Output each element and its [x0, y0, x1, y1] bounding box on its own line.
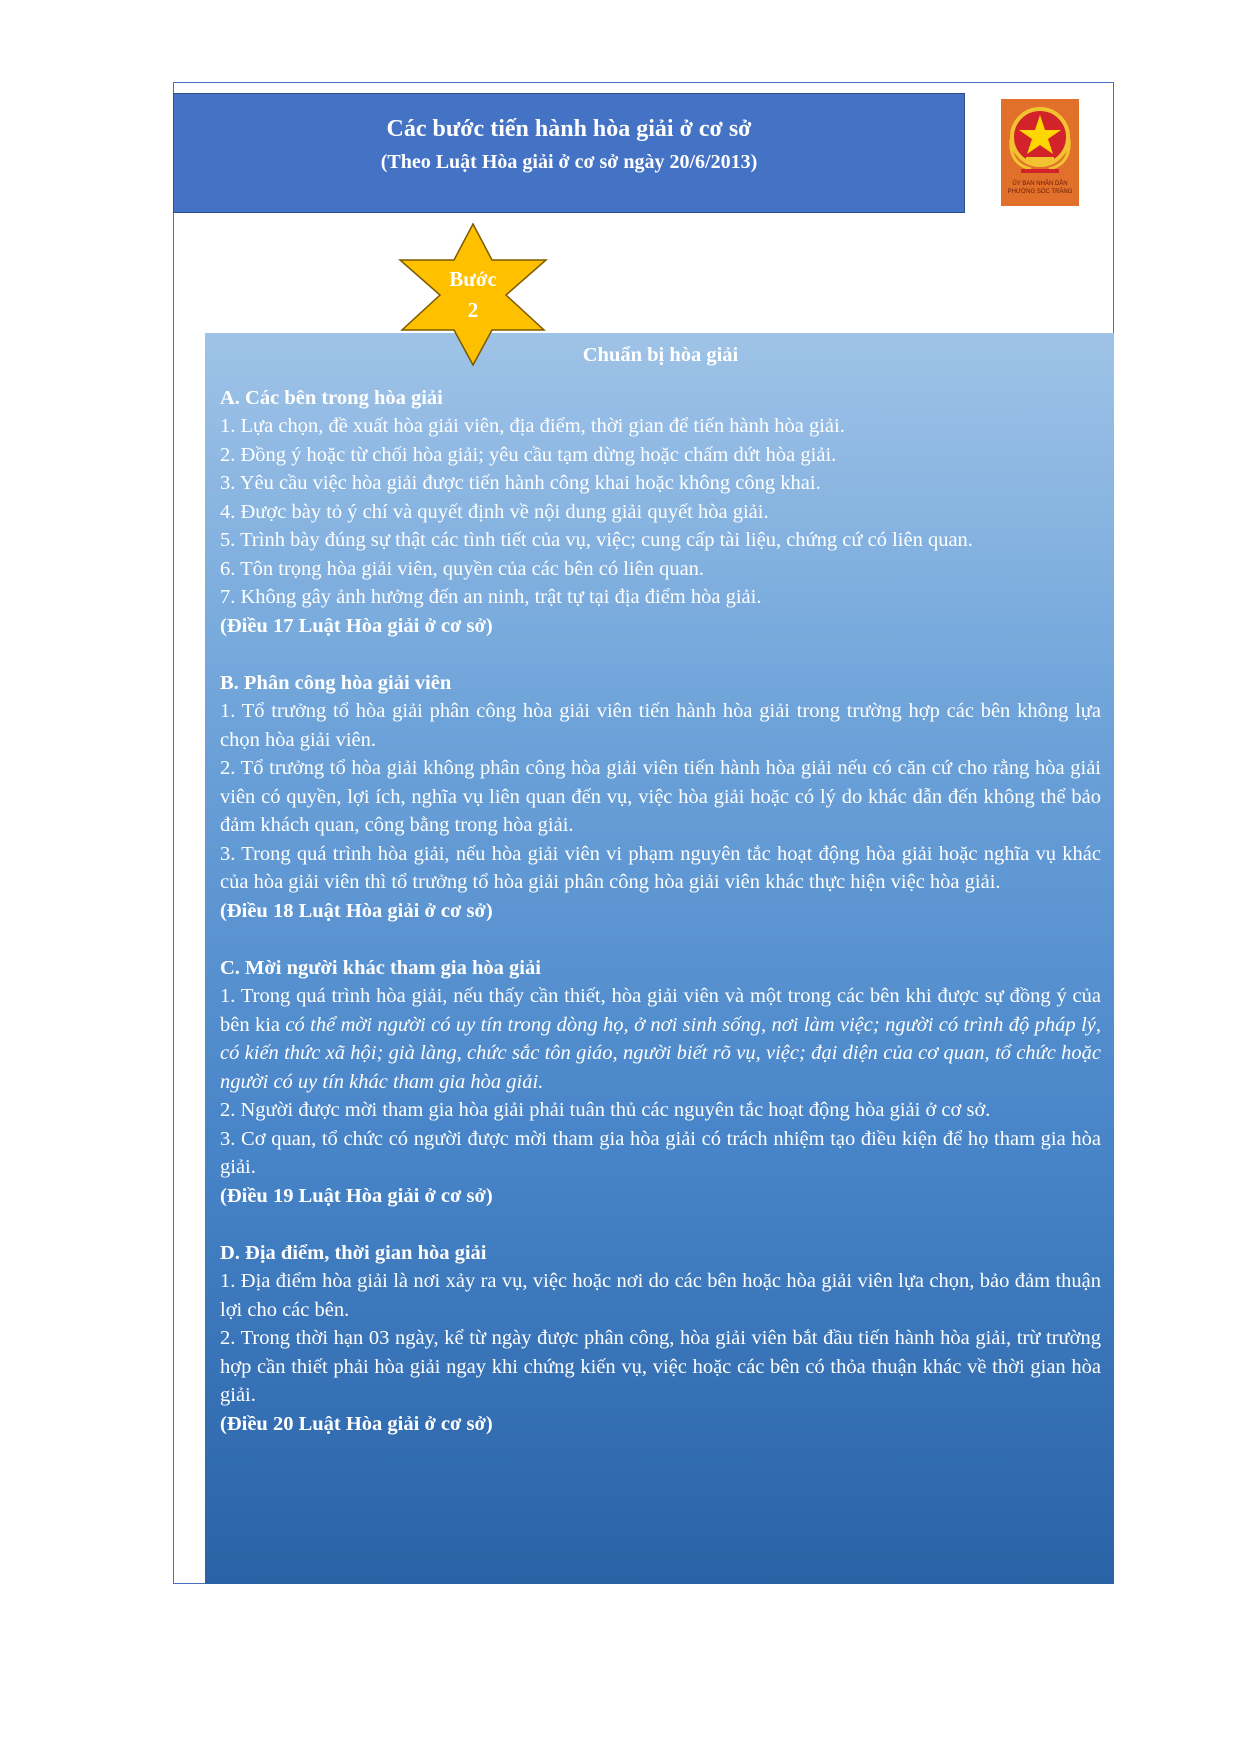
section-a-reference: (Điều 17 Luật Hòa giải ở cơ sở) — [220, 614, 493, 637]
section-a-item: 7. Không gây ảnh hưởng đến an ninh, trật tự tại địa điểm hòa giải. — [220, 586, 762, 608]
section-a-item: 5. Trình bày đúng sự thật các tình tiết của vụ, việc; cung cấp tài liệu, chứng cứ có liên quan. — [220, 529, 973, 551]
section-a-item: 4. Được bày tỏ ý chí và quyết định về nội dung giải quyết hòa giải. — [220, 500, 769, 523]
section-c-item — [220, 982, 1101, 1096]
section-c-item: 2. Người được mời tham gia hòa giải phải tuân thủ các nguyên tắc hoạt động hòa giải ở cơ sở. — [220, 1099, 991, 1121]
section-c-item1-plain: 1. Trong quá trình hòa giải, nếu thấy cần thiết, hòa giải viên và một trong các bên khi được sự đồng ý của bên kia — [220, 985, 1101, 1036]
national-emblem-icon — [1001, 99, 1079, 206]
section-b-heading: B. Phân công hòa giải viên — [220, 671, 452, 694]
section-c-reference: (Điều 19 Luật Hòa giải ở cơ sở) — [220, 1184, 493, 1207]
section-d-heading: D. Địa điểm, thời gian hòa giải — [220, 1241, 487, 1264]
section-d-reference: (Điều 20 Luật Hòa giải ở cơ sở) — [220, 1412, 493, 1435]
panel-title: Chuẩn bị hòa giải — [582, 344, 739, 366]
section-d-item: 2. Trong thời hạn 03 ngày, kể từ ngày được phân công, hòa giải viên bắt đầu tiến hành hòa giải, trừ trường hợp cần thiết phải hòa giải ngay khi chứng kiến vụ, việc hoặc các bên có thỏa thuận khác về thời gian hòa giải. — [220, 1327, 1101, 1406]
section-b-item: 2. Tổ trưởng tổ hòa giải không phân công hòa giải viên tiến hành hòa giải nếu có căn cứ cho rằng hòa giải viên có quyền, lợi ích, nghĩa vụ liên quan đến vụ, việc hòa giải hoặc có lý do khác dẫn đến không thể bảo đảm khách quan, công bằng trong hòa giải. — [220, 757, 1101, 836]
section-b-item: 1. Tổ trưởng tổ hòa giải phân công hòa giải viên tiến hành hòa giải trong trường hợp các bên không lựa chọn hòa giải viên. — [220, 700, 1101, 751]
step-number: 2 — [467, 298, 479, 322]
section-a-item: 1. Lựa chọn, đề xuất hòa giải viên, địa điểm, thời gian để tiến hành hòa giải. — [220, 415, 845, 437]
section-a-item: 6. Tôn trọng hòa giải viên, quyền của các bên có liên quan. — [220, 557, 705, 580]
emblem-caption-2: PHƯỜNG SÓC TRĂNG — [1007, 189, 1073, 195]
content-text — [220, 341, 1101, 1438]
section-d-item: 1. Địa điểm hòa giải là nơi xảy ra vụ, việc hoặc nơi do các bên hoặc hòa giải viên lựa chọn, bảo đảm thuận lợi cho các bên. — [220, 1270, 1101, 1321]
section-c-item: 3. Cơ quan, tổ chức có người được mời tham gia hòa giải có trách nhiệm tạo điều kiện để họ tham gia hòa giải. — [220, 1127, 1101, 1178]
document-title: Các bước tiến hành hòa giải ở cơ sở — [386, 116, 752, 142]
section-a-item: 2. Đồng ý hoặc từ chối hòa giải; yêu cầu tạm dừng hoặc chấm dứt hòa giải. — [220, 443, 837, 466]
section-a-item: 3. Yêu cầu việc hòa giải được tiến hành công khai hoặc không công khai. — [220, 472, 821, 494]
step-label: Bước — [449, 267, 497, 291]
section-c-heading: C. Mời người khác tham gia hòa giải — [220, 956, 541, 979]
section-a-heading: A. Các bên trong hòa giải — [220, 386, 443, 409]
section-b-reference: (Điều 18 Luật Hòa giải ở cơ sở) — [220, 899, 493, 922]
section-b-item: 3. Trong quá trình hòa giải, nếu hòa giải viên vi phạm nguyên tắc hoạt động hòa giải hoặc nghĩa vụ khác của hòa giải viên thì tổ trưởng tổ hòa giải phân công hòa giải viên khác thực hiện việc hòa giải. — [220, 842, 1101, 893]
document-subtitle: (Theo Luật Hòa giải ở cơ sở ngày 20/6/2013) — [380, 151, 758, 173]
emblem-caption-1: ỦY BAN NHÂN DÂN — [1012, 181, 1068, 187]
section-c-item1-italic: có thể mời người có uy tín trong dòng họ, ở nơi sinh sống, nơi làm việc; người có trình độ pháp lý, có kiến thức xã hội; già làng, chức sắc tôn giáo, người biết rõ vụ, việc; đại diện của cơ quan, tổ chức hoặc người có uy tín khác tham gia hòa giải. — [220, 1013, 1101, 1093]
title-banner — [173, 93, 965, 213]
step-badge — [398, 264, 548, 326]
